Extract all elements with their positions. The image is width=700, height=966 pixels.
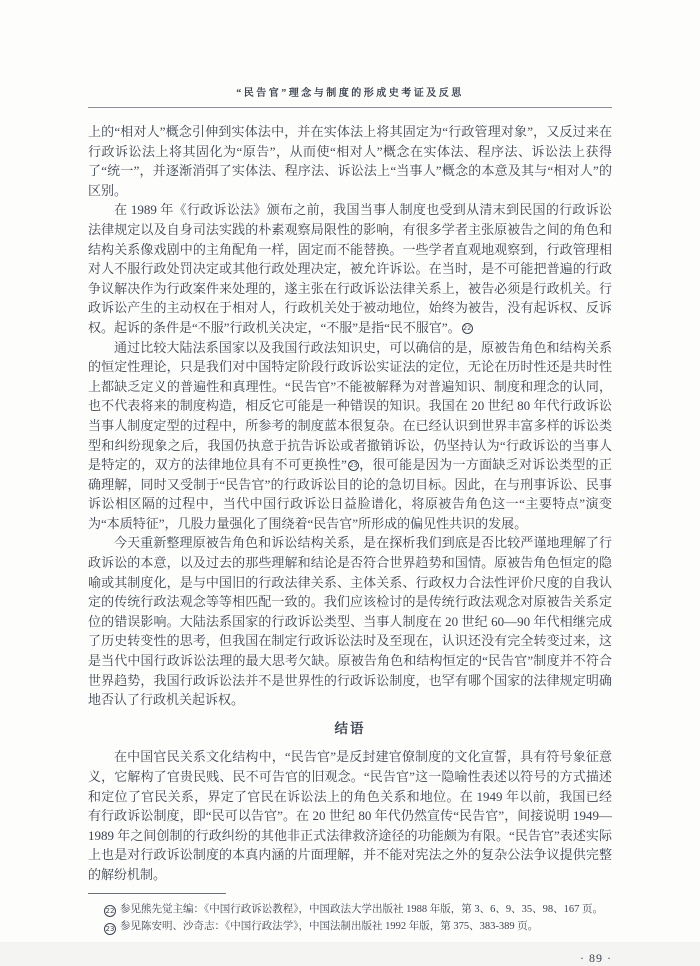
paragraph-3 [88,338,612,534]
footnotes-section [88,893,612,936]
footnote-ref-22 [461,320,473,335]
running-head-title: “民告官”理念与制度的形成史考证及反思 [236,88,464,99]
paragraph-2-text: 在 1989 年《行政诉讼法》颁布之前，我国当事人制度也受到从清末到民国的行政诉讼法律规定以及自身司法实践的朴素观察局限性的影响，有很多学者主张原被告之间的角色和结构关系像戏剧中的主角配角一样，固定而不能替换。一些学者直观地观察到，行政管理相对人不服行政处罚决定或其他行政处理决定，被允许诉讼。在当时，是不可能把普遍的行政争议解决作为行政案件来处理的，遂主张在行政诉讼法律关系上，被告必须是行政机关。行政诉讼产生的主动权在于相对人，行政机关处于被动地位，始终为被告，没有起诉权、反诉权。起诉的条件是“不服”行政机关决定，“不服”是指“民不服官”。 [88,202,612,335]
footnote-separator-rule [88,893,226,894]
paragraph-4: 今天重新整理原被告角色和诉讼结构关系，是在探析我们到底是否比较严谨地理解了行政诉讼的本意，以及过去的那些理解和结论是否符合世界趋势和国情。原被告角色恒定的隐喻或其制度化，是与中国旧的行政法律关系、主体关系、行政权力合法性评价尺度的自我认定的传统行政法观念等等相匹配一致的。我们应该检讨的是传统行政法观念对原被告关系定位的错误影响。大陆法系国家的行政诉讼类型、当事人制度在 20 世纪 60—90 年代相继完成了历史转变性的思考，但我国在制定行政诉讼法时及至现在，认识还没有完全转变过来，这是当代中国行政诉讼法理的最大思考欠缺。原被告角色和结构恒定的“民告官”制度并不符合世界趋势，我国行政诉讼法并不是世界性的行政诉讼制度，也罕有哪个国家的法律规定明确地否认了行政机关起诉权。 [88,535,612,708]
page-number: · 89 · [580,950,612,965]
footnote-text: 参见熊先觉主编：《中国行政诉讼教程》，中国政法大学出版社 1988 年版，第 3、6、9、35、98、167 页。 [120,903,603,915]
article-body [88,122,612,885]
footnote-ref-22-number: 22 [462,323,472,332]
section-heading-conclusion: 结语 [334,720,366,736]
footnote-text: 参见陈安明、沙奇志：《中国行政法学》，中国法制出版社 1992 年版，第 375、383-389 页。 [120,921,539,933]
paragraph-3-text-after-ref: ，很可能是因为一方面缺乏对诉讼类型的正确理解，同时又受制于“民告官”的行政诉讼目的论的急切目标。因此，在与刑事诉讼、民事诉讼相区隔的过程中，当代中国行政诉讼日益脸谱化，将原被告角色这一“主要特点”演变为“本质特征”，几股力量强化了围绕着“民告官”所形成的偏见性共识的发展。 [88,457,612,531]
footnote-item [88,918,612,936]
footnote-marker: 23 [105,924,115,933]
running-header [88,84,612,108]
paragraph-3-text-before-ref: 通过比较大陆法系国家以及我国行政法知识史，可以确信的是，原被告角色和结构关系的恒定性理论，只是我们对中国特定阶段行政诉讼实证法的定位，无论在历时性还是共时性上都缺乏定义的普遍性和真理性。“民告官”不能被解释为对普遍知识、制度和理念的认同，也不代表将来的制度构造，相反它可能是一种错误的知识。我国在 20 世纪 80 年代行政诉讼当事人制度定型的过程中，所参考的制度蓝本很复杂。在已经认识到世界丰富多样的诉讼类型和纠纷现象之后，我国仍执意于抗告诉讼或者撤销诉讼，仍坚持认为“行政诉讼的当事人是特定的，双方的法律地位具有不可更换性” [88,339,612,473]
paragraph-2 [88,200,612,337]
footnote-ref-23-number: 23 [349,461,358,470]
paragraph-conclusion: 在中国官民关系文化结构中，“民告官”是反封建官僚制度的文化宣誓，具有符号象征意义，它解构了官贵民贱、民不可告官的旧观念。“民告官”这一隐喻性表述以符号的方式描述和定位了官民关系，界定了官民在诉讼法上的角色关系和地位。在 1949 年以前，我国已经有行政诉讼制度，即“民可以告官”。在 20 世纪 80 年代仍然宣传“民告官”，间接说明 1949—1989 年之间创制的行政纠纷的其他非正式法律救济途径的功能颇为有限。“民告官”表述实际上也是对行政诉讼制度的本真内涵的片面理解，并不能对宪法之外的复杂公法争议提供完整的解纷机制。 [88,749,612,882]
footnote-item [88,901,612,919]
footnote-marker: 22 [105,907,115,916]
footnote-ref-23 [347,457,359,472]
header-rule [88,107,612,108]
paragraph-continuation: 上的“相对人”概念引伸到实体法中，并在实体法上将其固定为“行政管理对象”，又反过来在行政诉讼法上将其固化为“原告”，从而使“相对人”概念在实体法、程序法、诉讼法上获得了“统一”，并逐渐消弭了实体法、程序法、诉讼法上“当事人”概念的本意及其与“相对人”的区别。 [88,124,612,198]
